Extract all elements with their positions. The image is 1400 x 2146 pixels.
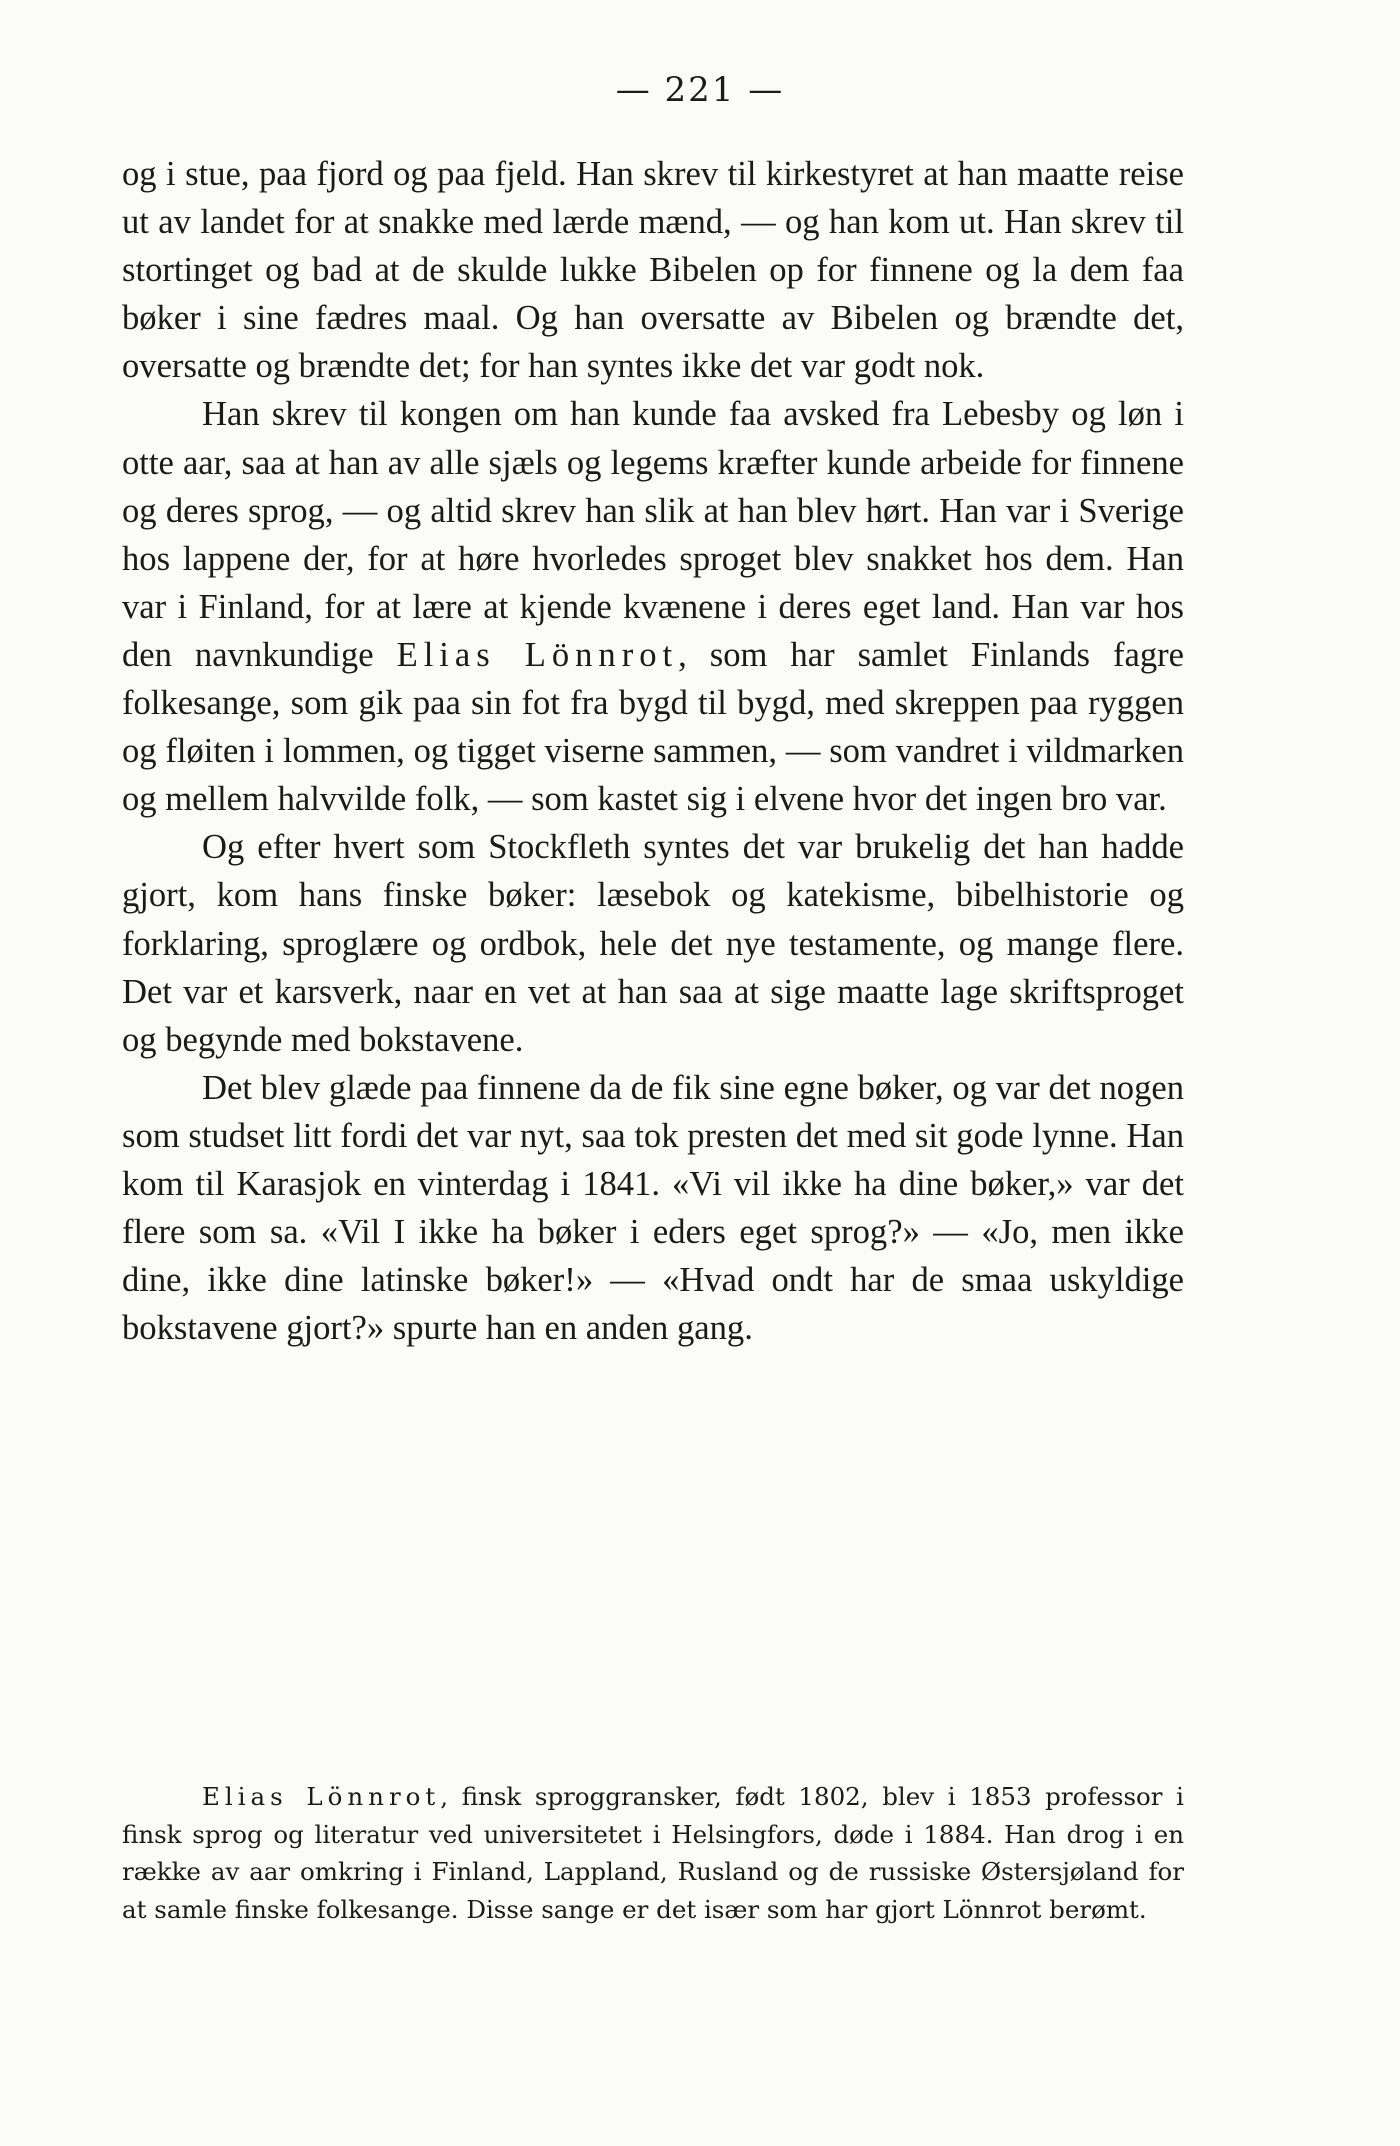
person-name-lonnrot: Elias Lönnrot	[396, 635, 679, 674]
paragraph-2-text: Han skrev til kongen om han kunde faa avsked fra Lebesby og løn i otte aar, saa at han av alle sjæls og legems kræfter kunde arbeide for finnene og deres sprog, — og altid skrev han slik at han blev hørt. Han var i Sverige hos lappene der, for at høre hvorledes sproget blev snakket hos dem. Han var i Finland, for at lære at kjende kvænene i deres eget land. Han var hos den navnkundige	[122, 395, 1184, 674]
footnote-body: , finsk sproggransker, født 1802, blev i 1853 professor i finsk sprog og literatur ved universitetet i Helsingfors, døde i 1884. Han drog i en række av aar omkring i Finland, Lappland, Rusland og de russiske Østersjøland for at samle finske folkesange. Disse sange er det især som har gjort Lönnrot berømt.	[122, 1782, 1184, 1924]
paragraph-2-continuation: , som har samlet Finlands fagre folkesange, som gik paa sin fot fra bygd til bygd, med skreppen paa ryggen og fløiten i lommen, og tigget viserne sammen, — som vandret i vildmarken og mellem halvvilde folk, — som kastet sig i elvene hvor det ingen bro var.	[122, 635, 1184, 819]
page-number: — 221 —	[615, 70, 785, 110]
paragraph-3: Og efter hvert som Stockfleth syntes det var brukelig det han hadde gjort, kom hans finske bøker: læsebok og katekisme, bibelhistorie og forklaring, sproglære og ordbok, hele det nye testamente, og mange flere. Det var et karsverk, naar en vet at han saa at sige maatte lage skriftsproget og begynde med bokstavene.	[122, 828, 1184, 1059]
paragraph-1: og i stue, paa fjord og paa fjeld. Han skrev til kirkestyret at han maatte reise ut av landet for at snakke med lærde mænd, — og han kom ut. Han skrev til stortinget og bad at de skulde lukke Bibelen op for finnene og la dem faa bøker i sine fædres maal. Og han oversatte av Bibelen og brændte det, oversatte og brændte det; for han syntes ikke det var godt nok.	[122, 155, 1184, 386]
footnote	[122, 1778, 1184, 1928]
paragraph-4: Det blev glæde paa finnene da de fik sine egne bøker, og var det nogen som studset litt fordi det var nyt, saa tok presten det med sit gode lynne. Han kom til Karasjok en vinterdag i 1841. «Vi vil ikke ha dine bøker,» var det flere som sa. «Vil I ikke ha bøker i eders eget sprog?» — «Jo, men ikke dine, ikke dine latinske bøker!» — «Hvad ondt har de smaa uskyldige bokstavene gjort?» spurte han en anden gang.	[122, 1068, 1184, 1348]
footnote-text	[122, 1778, 1184, 1928]
paragraph-2	[122, 390, 1184, 823]
footnote-name: Elias Lönnrot	[202, 1782, 441, 1811]
body-text	[122, 150, 1184, 1352]
